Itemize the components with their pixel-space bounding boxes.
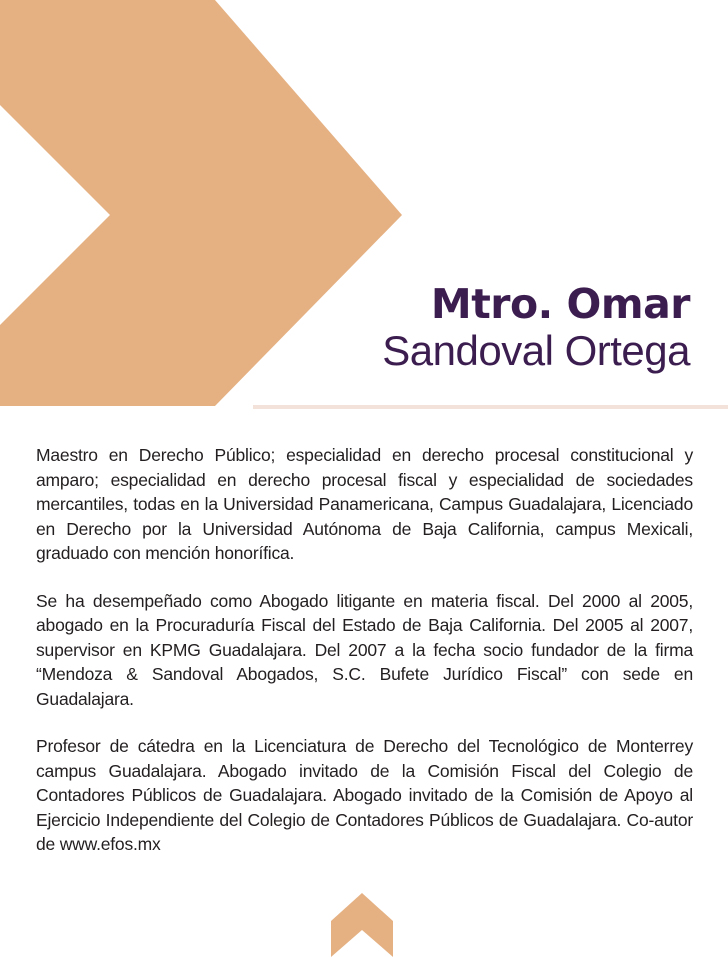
title-divider: [253, 405, 728, 409]
profile-title-block: [382, 280, 690, 374]
profile-title: Mtro. Omar: [430, 280, 690, 328]
profile-name: Sandoval Ortega: [382, 327, 690, 374]
large-chevron-shape: [0, 0, 402, 406]
small-chevron-shape: [331, 893, 393, 957]
bio-paragraph-education: Maestro en Derecho Público; especialidad en derecho procesal constitucional y amparo; especialidad en derecho procesal fiscal y especialidad de sociedades mercantiles, todas en la Universidad Panamericana, Campus Guadalajara, Licenciado en Derecho por la Universidad Autónoma de Baja California, campus Mexicali, graduado con mención honorífica.: [36, 445, 693, 563]
bio-paragraph-teaching: Profesor de cátedra en la Licenciatura de Derecho del Tecnológico de Monterrey campus Guadalajara. Abogado invitado de la Comisión Fiscal del Colegio de Contadores Públicos de Guadalajara. Abogado invitado de la Comisión de Apoyo al Ejercicio Independiente del Colegio de Contadores Públicos de Guadalajara. Co-autor de www.efos.mx: [36, 736, 693, 854]
bio-paragraph-experience: Se ha desempeñado como Abogado litigante en materia fiscal. Del 2000 al 2005, abogado en la Procuraduría Fiscal del Estado de Baja California. Del 2005 al 2007, supervisor en KPMG Guadalajara. Del 2007 a la fecha socio fundador de la firma “Mendoza & Sandoval Abogados, S.C. Bufete Jurídico Fiscal” con sede en Guadalajara.: [36, 590, 693, 709]
bio-section: [36, 443, 693, 880]
